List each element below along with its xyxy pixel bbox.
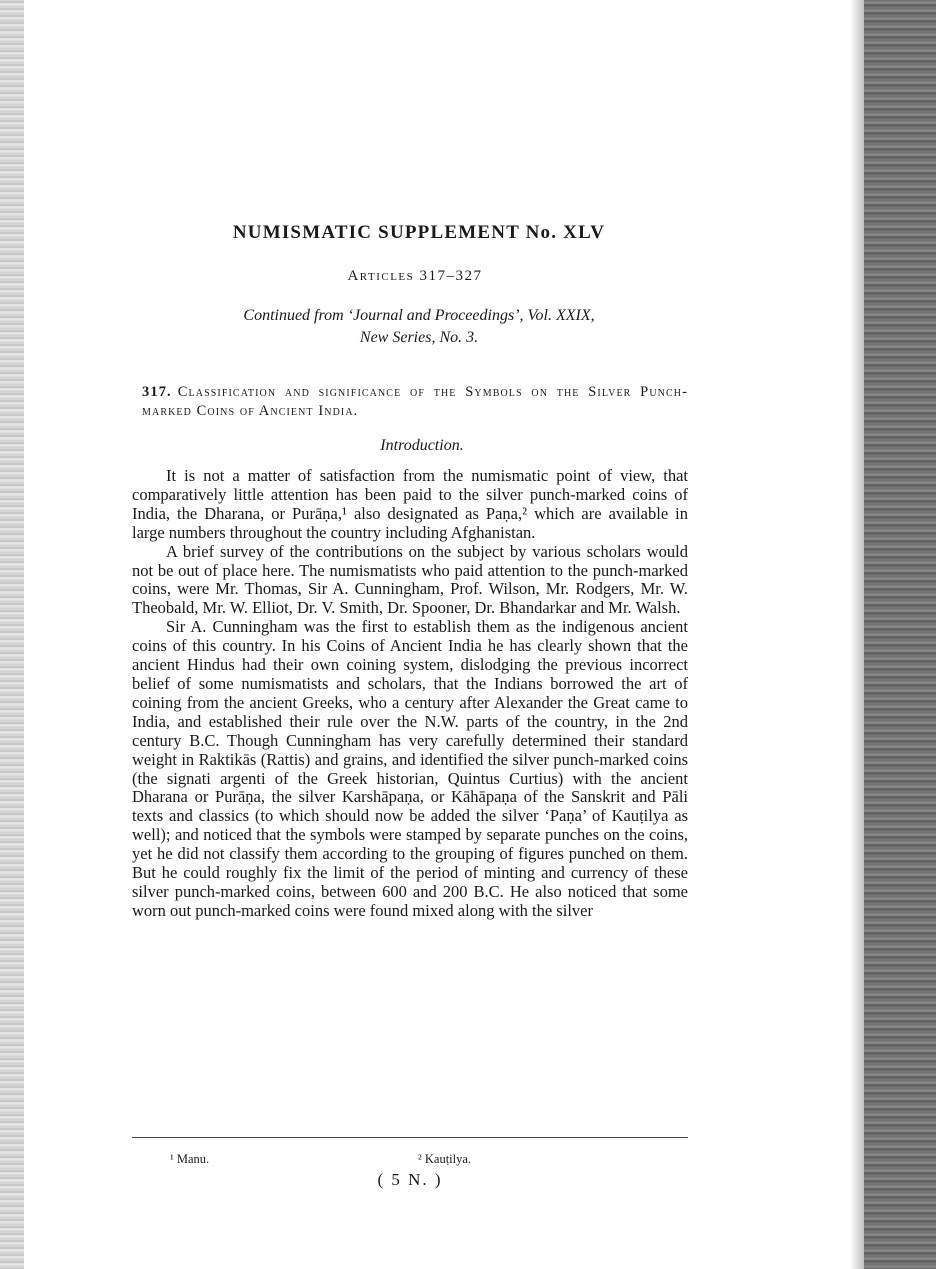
paragraph-1: It is not a matter of satisfaction from the numismatic point of view, that comparatively little attention has been paid to the silver punch-marked coins of India, the Dharana, or Purāṇa,¹ also designated as Paṇa,² which are available in large numbers throughout the country including Afghanistan. <box>132 466 688 542</box>
continued-note <box>150 305 688 349</box>
document-page <box>132 222 688 921</box>
paragraph-3: Sir A. Cunningham was the first to establish them as the indigenous ancient coins of this country. In his Coins of Ancient India he has clearly shown that the ancient Hindus had their own coining system, dislodging the previous incorrect belief of some numismatists and scholars, that the Indians borrowed the art of coining from the ancient Greeks, who a century after Alexander the Great came to India, and established their rule over the N.W. parts of the country, in the 2nd century B.C. Though Cunningham has very carefully determined their standard weight in Raktikās (Rattis) and grains, and identified the silver punch-marked coins (the signati argenti of the Greek historian, Quintus Curtius) with the ancient Dharana or Purāṇa, the silver Karshāpaṇa, or Kāhāpaṇa of the Sanskrit and Pāli texts and classics (to which should now be added the silver ‘Paṇa’ of Kauṭilya as well); and noticed that the symbols were stamped by separate punches on the coins, yet he did not classify them according to the grouping of figures punched on them. But he could roughly fix the limit of the period of minting and currency of these silver punch-marked coins, between 600 and 200 B.C. He also noticed that some worn out punch-marked coins were found mixed along with the silver <box>132 617 688 920</box>
paragraph-2: A brief survey of the contributions on the subject by various scholars would not be out of place here. The numismatists who paid attention to the punch-marked coins, were Mr. Thomas, Sir A. Cunningham, Prof. Wilson, Mr. Rodgers, Mr. W. Theobald, Mr. W. Elliot, Dr. V. Smith, Dr. Spooner, Dr. Bhandarkar and Mr. Walsh. <box>132 541 688 618</box>
article-title: Classification and significance of the Symbols on the Silver Punch-marked Coins of Ancient India. <box>142 384 688 419</box>
page-marker: ( 5 N. ) <box>377 1170 443 1189</box>
continued-line-2: New Series, No. 3. <box>359 329 479 346</box>
articles-range: Articles 317–327 <box>347 268 483 284</box>
scan-edge-right <box>864 0 936 1269</box>
footnote-1: ¹ Manu. <box>170 1152 210 1166</box>
article-heading <box>142 383 688 421</box>
article-number: 317. <box>142 384 172 400</box>
section-title: Introduction. <box>380 437 464 454</box>
body-text <box>132 467 688 921</box>
footnote-rule <box>132 1137 688 1138</box>
scan-edge-left <box>0 0 24 1269</box>
footnote-2: ² Kauṭilya. <box>418 1152 472 1166</box>
supplement-title: NUMISMATIC SUPPLEMENT No. XLV <box>232 222 606 243</box>
continued-line-1: Continued from ‘Journal and Proceedings’, Vol. XXIX, <box>243 307 595 324</box>
